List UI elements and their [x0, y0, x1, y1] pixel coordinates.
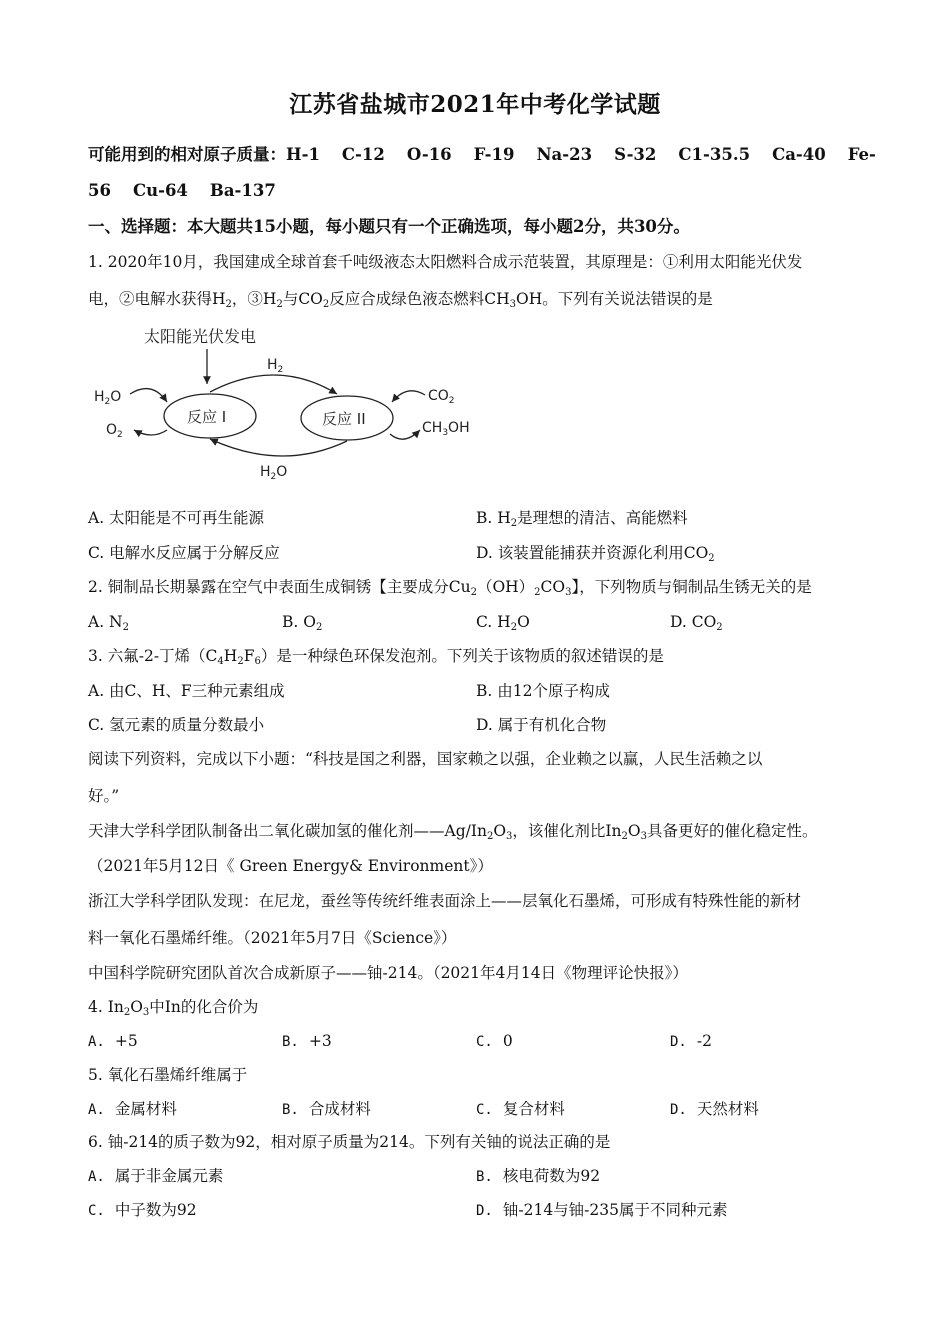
q1-stem-line-2: 电，②电解水获得$H_2$，$③H_2$与$CO_2$反应合成绿色液态燃料$CH_3OH$。下列有关说法错误的是 [88, 290, 713, 310]
q5-option-c[interactable]: C. 复合材料 [476, 1100, 565, 1118]
h2o-input-label: $H_2O$ [94, 389, 122, 407]
q2-option-b[interactable]: B. $O_2$ [282, 613, 323, 633]
page-title: 江苏省盐城市2021年中考化学试题 [289, 91, 661, 118]
q5-option-d[interactable]: D. 天然材料 [670, 1100, 759, 1118]
q5-option-a[interactable]: A. 金属材料 [88, 1100, 177, 1118]
h2o-input-arrow [130, 389, 167, 402]
q5-option-b[interactable]: B. 合成材料 [282, 1100, 371, 1118]
reading-line-3: 天津大学科学团队制备出二氧化碳加氢的催化剂$——Ag/In_2O_3$，该催化剂比$In_2O_3$具备更好的催化稳定性。 [88, 822, 818, 842]
q3-stem: 3. 六氟-2-丁烯$(C_4H_2F_6)$是一种绿色环保发泡剂。下列关于该物质的叙述错误的是 [88, 647, 664, 667]
mass-item: Cu-64 [132, 181, 188, 200]
atomic-mass-line-1 [88, 145, 876, 165]
h2-arrow [210, 375, 337, 394]
q2-option-d[interactable]: D. $CO_2$ [670, 613, 723, 633]
ch3oh-output-label: $CH_3OH$ [422, 420, 470, 438]
mass-item: 56 [88, 181, 111, 200]
q1-stem-line-1: 1. 2020年10月，我国建成全球首套千吨级液态太阳燃料合成示范装置，其原理是：①利用太阳能光伏发 [88, 253, 803, 271]
q3-option-d[interactable]: D. 属于有机化合物 [476, 716, 607, 734]
q6-option-c[interactable]: C. 中子数为92 [88, 1201, 197, 1219]
h2o-bottom-label: $H_2O$ [260, 464, 288, 482]
mass-item: Fe- [847, 145, 876, 164]
reading-line-1: 阅读下列资料，完成以下小题：“科技是国之利器，国家赖之以强，企业赖之以赢，人民生活赖之以 [88, 750, 763, 768]
mass-item: Ba-137 [209, 181, 276, 200]
mass-item: O-16 [406, 145, 452, 164]
q1-option-a[interactable]: A. 太阳能是不可再生能源 [88, 509, 265, 527]
q4-option-b[interactable]: B. +3 [282, 1032, 332, 1050]
reading-line-6: 料一氧化石墨烯纤维。（2021年5月7日《Science》） [88, 929, 457, 947]
section-heading: 一、选择题：本大题共15小题，每小题只有一个正确选项，每小题2分，共30分。 [88, 217, 690, 236]
mass-item: Ca-40 [772, 145, 826, 164]
o2-output-arrow [134, 430, 167, 435]
mass-item: S-32 [614, 145, 657, 164]
co2-input-arrow [392, 391, 425, 402]
atomic-mass-line-2 [88, 181, 298, 201]
q6-option-d[interactable]: D. 铀-214与铀-235属于不同种元素 [476, 1201, 728, 1219]
mass-item: C1-35.5 [678, 145, 751, 164]
q3-option-c[interactable]: C. 氢元素的质量分数最小 [88, 716, 265, 734]
q3-option-a[interactable]: A. 由C、H、F三种元素组成 [88, 682, 285, 700]
reaction-1-label: 反应 I [187, 408, 227, 426]
q2-option-c[interactable]: C. $H_2O$ [476, 613, 530, 633]
o2-output-label: $O_2$ [106, 422, 123, 440]
reaction-diagram [92, 322, 492, 487]
q1-option-c[interactable]: C. 电解水反应属于分解反应 [88, 544, 280, 562]
q3-option-b[interactable]: B. 由12个原子构成 [476, 682, 610, 700]
q6-option-a[interactable]: A. 属于非金属元素 [88, 1167, 224, 1185]
q5-stem: 5. 氧化石墨烯纤维属于 [88, 1066, 248, 1084]
reaction-2-label: 反应 II [322, 410, 366, 428]
mass-item: C-12 [341, 145, 385, 164]
reading-line-7: 中国科学院研究团队首次合成新原子——铀-214。（2021年4月14日《物理评论快报》） [88, 964, 688, 982]
q1-option-d[interactable]: D. 该装置能捕获并资源化利用$CO_2$ [476, 544, 715, 564]
solar-power-label: 太阳能光伏发电 [144, 327, 257, 346]
q4-option-c[interactable]: C. 0 [476, 1032, 513, 1050]
q6-stem: 6. 铀-214的质子数为92，相对原子质量为214。下列有关铀的说法正确的是 [88, 1133, 611, 1151]
mass-item: Na-23 [536, 145, 593, 164]
mass-item: F-19 [473, 145, 515, 164]
q2-stem: 2. 铜制品长期暴露在空气中表面生成铜锈【主要成分$Cu_2(OH)_2CO_3$】，下列物质与铜制品生锈无关的是 [88, 578, 812, 598]
h2o-return-arrow [210, 439, 347, 456]
atomic-mass-label: 可能用到的相对原子质量： [88, 145, 286, 164]
q4-option-a[interactable]: A. +5 [88, 1032, 138, 1050]
q1-option-b[interactable]: B. $H_2$是理想的清洁、高能燃料 [476, 509, 688, 529]
co2-input-label: $CO_2$ [428, 388, 455, 406]
q6-option-b[interactable]: B. 核电荷数为92 [476, 1167, 601, 1185]
reading-line-4: （2021年5月12日《 Green Energy& Environment》） [88, 857, 493, 875]
reading-line-5: 浙江大学科学团队发现：在尼龙，蚕丝等传统纤维表面涂上——层氧化石墨烯，可形成有特殊性能的新材 [88, 892, 802, 910]
h2-label: $H_2$ [267, 357, 284, 375]
q4-option-d[interactable]: D. -2 [670, 1032, 712, 1050]
ch3oh-output-arrow [390, 430, 420, 439]
q4-stem: 4. $In_2O_3$中In的化合价为 [88, 998, 259, 1018]
q2-option-a[interactable]: A. $N_2$ [88, 613, 129, 633]
reading-line-2: 好。” [88, 787, 120, 805]
mass-item: H-1 [286, 145, 320, 164]
